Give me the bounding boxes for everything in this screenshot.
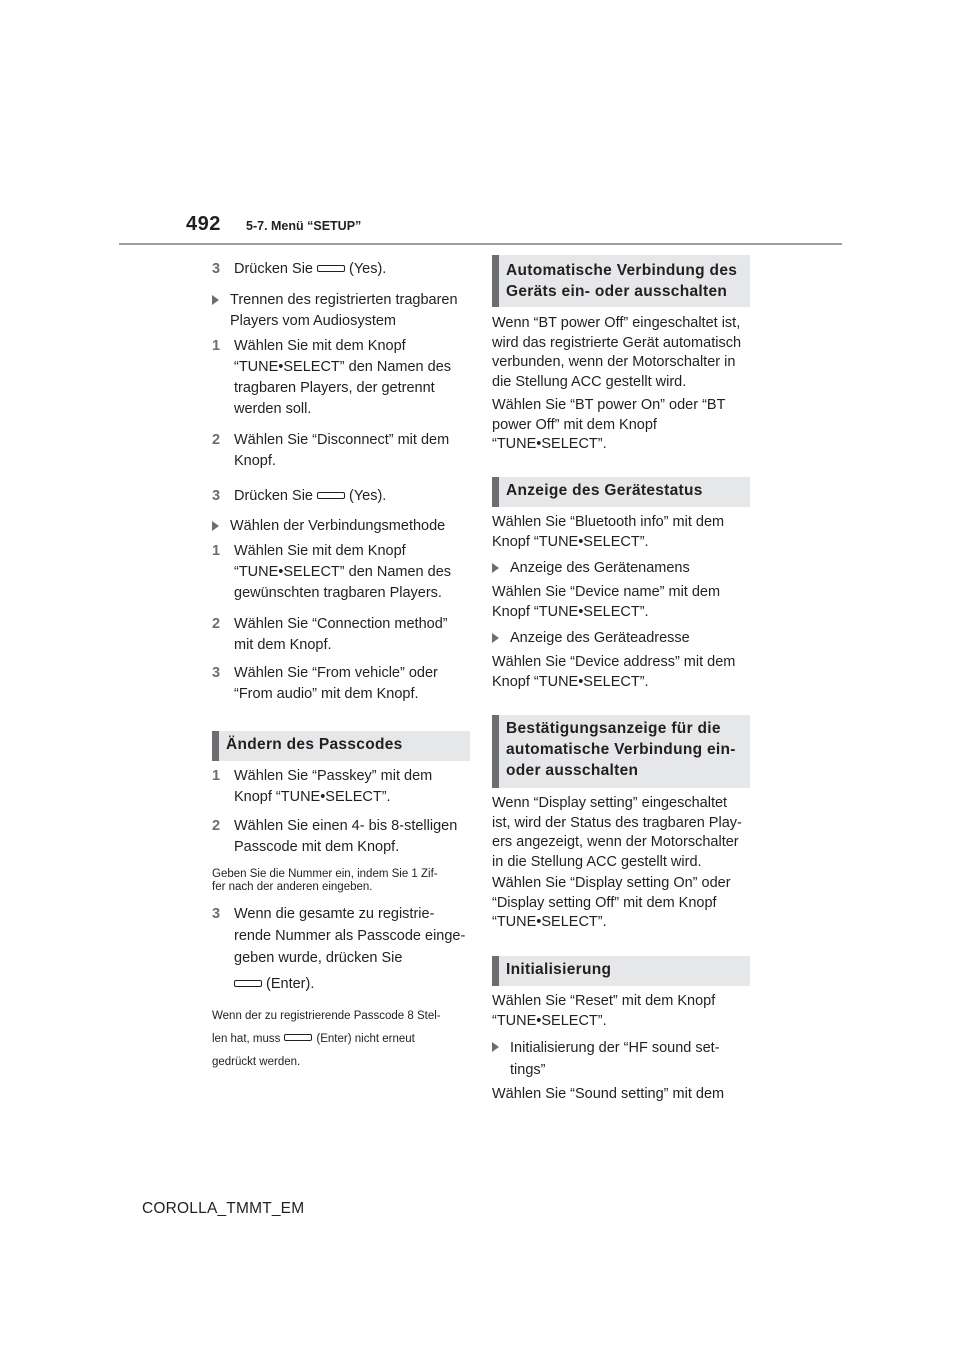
triangle-bullet-icon <box>492 1042 499 1052</box>
note-line: len hat, muss <box>212 1033 281 1045</box>
note-line: Wenn der zu registrierende Passcode 8 Stel- <box>212 1010 441 1022</box>
note-line: gedrückt werden. <box>212 1056 301 1068</box>
step-text-suffix: (Yes). <box>348 488 387 504</box>
step-number: 1 <box>212 543 221 559</box>
step-text: Wählen Sie “Disconnect” mit dem Knopf. <box>234 432 450 469</box>
step-text: Wenn die gesamte zu registrie- rende Nummer als Passcode einge- geben wurde, drücken Sie <box>234 906 466 966</box>
heading-text: Bestätigungsanzeige für die automatische Verbindung ein- oder ausschalten <box>506 720 736 779</box>
step-text: Wählen Sie einen 4- bis 8-stelligen Passcode mit dem Knopf. <box>234 818 458 855</box>
step-text: Wählen Sie “From vehicle” oder “From audio” mit dem Knopf. <box>234 665 438 702</box>
step-press-yes-2 <box>212 486 470 507</box>
heading-text: Ändern des Passcodes <box>226 736 403 753</box>
step-number: 2 <box>212 818 221 834</box>
step-number: 3 <box>212 906 221 922</box>
triangle-bullet-icon <box>212 295 219 305</box>
bullet-hf-sound <box>492 1037 754 1081</box>
note-line-suffix: (Enter) nicht erneut <box>316 1033 415 1045</box>
step-number: 1 <box>212 768 221 784</box>
heading-box-initialization <box>492 956 750 986</box>
paragraph: Wenn “BT power Off” eingeschaltet ist, wird das registrierte Gerät automatisch verbunden, wenn der Motorschalter in die Stellung ACC gestellt wird. <box>492 315 742 390</box>
step-number: 3 <box>212 261 221 277</box>
paragraph: Wählen Sie “Sound setting” mit dem <box>492 1086 725 1102</box>
step-number: 3 <box>212 665 221 681</box>
step-text: Wählen Sie “Connection method” mit dem Knopf. <box>234 616 448 653</box>
step-select-desired-player <box>212 541 470 604</box>
step-text: Wählen Sie mit dem Knopf “TUNE•SELECT” den Namen des gewünschten tragbaren Players. <box>234 543 452 601</box>
paragraph: Wählen Sie “Reset” mit dem Knopf “TUNE•SELECT”. <box>492 993 716 1029</box>
step-press-yes <box>212 259 470 280</box>
bullet-connection-method <box>212 516 470 537</box>
heading-bar <box>212 731 219 761</box>
paragraph: Wählen Sie “BT power On” oder “BT power Off” mit dem Knopf “TUNE•SELECT”. <box>492 397 726 452</box>
triangle-bullet-icon <box>492 563 499 573</box>
step-from-vehicle <box>212 663 470 705</box>
footer-doc-id: COROLLA_TMMT_EM <box>142 1200 305 1217</box>
bullet-text: Trennen des registrierten tragbaren Players vom Audiosystem <box>230 292 458 329</box>
header-divider <box>119 243 842 245</box>
button-icon <box>317 265 345 272</box>
step-text: Drücken Sie <box>234 488 313 504</box>
step-number: 3 <box>212 488 221 504</box>
step-passcode-digits <box>212 816 470 858</box>
heading-text: Initialisierung <box>506 961 612 978</box>
bullet-device-address <box>492 628 754 649</box>
paragraph: Wählen Sie “Device address” mit dem Knopf “TUNE•SELECT”. <box>492 654 736 690</box>
step-number: 1 <box>212 338 221 354</box>
heading-box-passcode <box>212 731 470 761</box>
heading-box-auto-connect <box>492 255 750 307</box>
step-text: Drücken Sie <box>234 261 313 277</box>
step-connection-method <box>212 614 470 656</box>
step-number: 2 <box>212 432 221 448</box>
triangle-bullet-icon <box>492 633 499 643</box>
step-press-enter <box>212 903 470 995</box>
button-icon <box>234 980 262 987</box>
bullet-text: Anzeige des Geräteadresse <box>510 630 690 646</box>
step-text-suffix: (Enter). <box>266 976 315 992</box>
button-icon <box>317 492 345 499</box>
bullet-text: Wählen der Verbindungsmethode <box>230 518 446 534</box>
heading-bar <box>492 477 499 507</box>
heading-bar <box>492 715 499 788</box>
bullet-device-name <box>492 558 754 579</box>
note-8-digit <box>212 1005 470 1074</box>
heading-bar <box>492 255 499 307</box>
bullet-text: Initialisierung der “HF sound set- tings” <box>510 1040 720 1078</box>
bullet-text: Anzeige des Gerätenamens <box>510 560 690 576</box>
step-select-player <box>212 336 470 420</box>
triangle-bullet-icon <box>212 521 219 531</box>
page-number: 492 <box>186 213 221 235</box>
heading-bar <box>492 956 499 986</box>
paragraph: Wenn “Display setting” eingeschaltet ist, wird der Status des tragbaren Play- ers angezeigt, wenn der Motorschalter in die Stellung ACC gestellt wird. <box>492 795 742 870</box>
step-text: Wählen Sie mit dem Knopf “TUNE•SELECT” den Namen des tragbaren Players, der getrennt werden soll. <box>234 338 452 417</box>
paragraph: Wählen Sie “Device name” mit dem Knopf “TUNE•SELECT”. <box>492 584 721 620</box>
section-title: 5-7. Menü “SETUP” <box>246 219 362 233</box>
note-enter-digits: Geben Sie die Nummer ein, indem Sie 1 Zif- fer nach der anderen eingeben. <box>212 868 438 893</box>
heading-box-display-confirm <box>492 715 750 788</box>
paragraph: Wählen Sie “Display setting On” oder “Display setting Off” mit dem Knopf “TUNE•SELECT”. <box>492 875 731 930</box>
button-icon <box>284 1034 312 1041</box>
heading-box-device-status <box>492 477 750 507</box>
step-text-suffix: (Yes). <box>348 261 387 277</box>
step-text: Wählen Sie “Passkey” mit dem Knopf “TUNE•SELECT”. <box>234 768 433 805</box>
heading-text: Automatische Verbindung des Geräts ein- oder ausschalten <box>506 262 738 300</box>
bullet-disconnect-heading <box>212 290 470 332</box>
step-disconnect <box>212 430 470 472</box>
step-number: 2 <box>212 616 221 632</box>
heading-text: Anzeige des Gerätestatus <box>506 482 703 499</box>
step-passkey <box>212 766 470 808</box>
paragraph: Wählen Sie “Bluetooth info” mit dem Knopf “TUNE•SELECT”. <box>492 514 725 550</box>
